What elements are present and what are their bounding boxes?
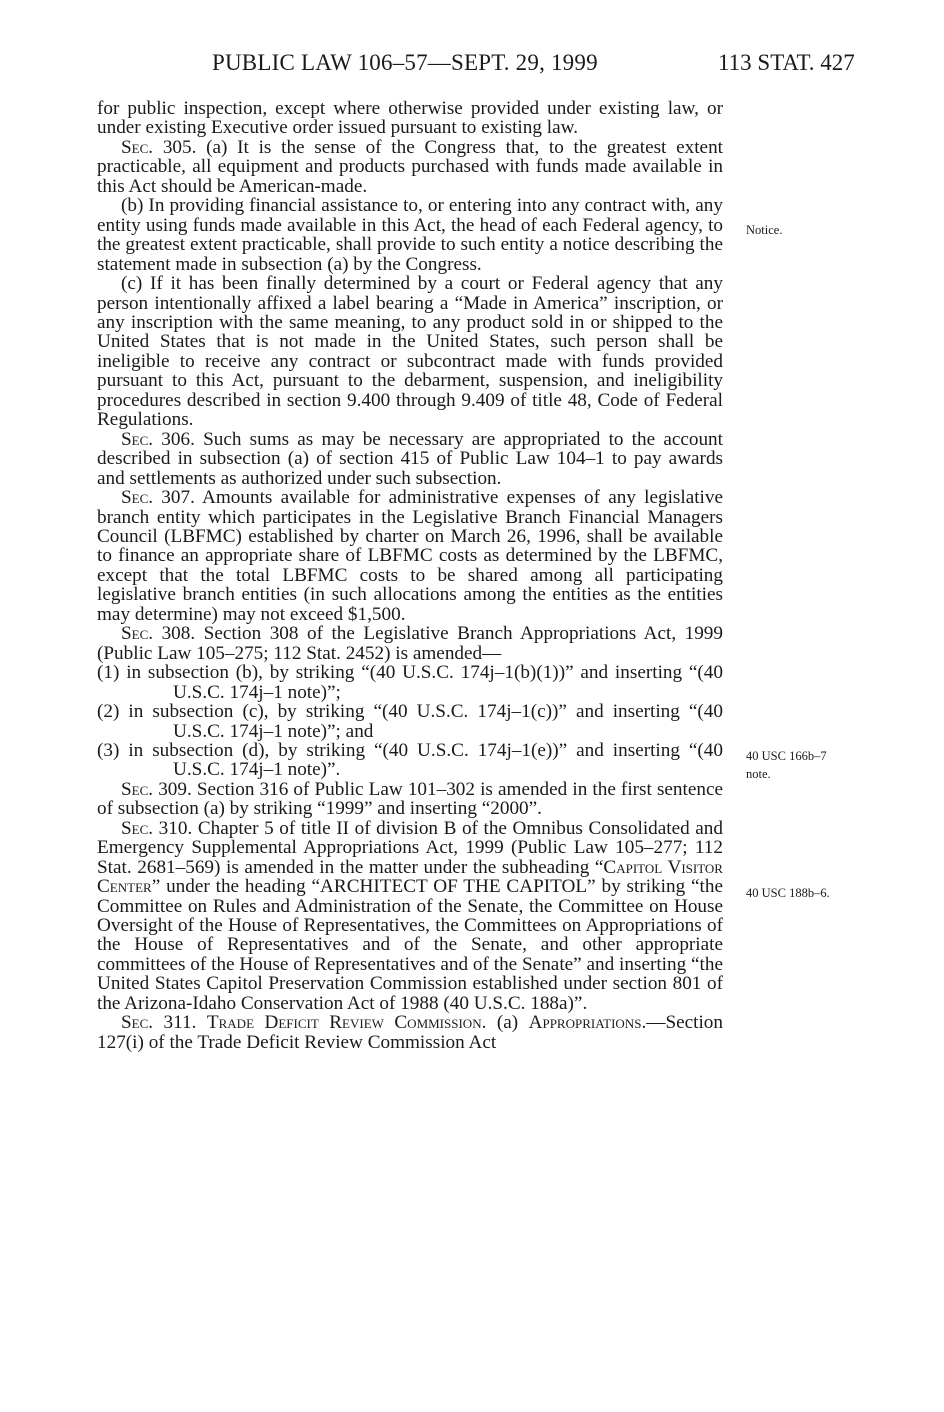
section-text: 305. (a) It is the sense of the Congress that, to the greatest extent practicable, all equipment and products purchased with funds made available in this Act should be American-made.: [97, 136, 723, 197]
section-305: [97, 138, 723, 196]
section-label: Sec.: [121, 1012, 154, 1034]
section-label: Sec.: [121, 136, 154, 158]
section-text: 308. Section 308 of the Legislative Branch Appropriations Act, 1999 (Public Law 105–275; 112 Stat. 2452) is amended—: [97, 623, 723, 664]
section-label: Sec.: [121, 817, 154, 839]
section-308-item-1: (1) in subsection (b), by striking “(40 U.S.C. 174j–1(b)(1))” and inserting “(40 U.S.C. 174j–1 note)”;: [97, 662, 723, 703]
section-label: Sec.: [121, 778, 154, 800]
section-305-b: (b) In providing financial assistance to, or entering into any contract with, any entity using funds made available in this Act, the head of each Federal agency, to the greatest extent practicable, shall provide to such entity a notice describing the statement made in subsection (a) by the Congress.: [97, 195, 723, 275]
section-308-item-2: (2) in subsection (c), by striking “(40 U.S.C. 174j–1(c))” and inserting “(40 U.S.C. 174j–1 note)”; and: [97, 701, 723, 742]
section-308-item-3: (3) in subsection (d), by striking “(40 U.S.C. 174j–1(e))” and inserting “(40 U.S.C. 174j–1 note)”.: [97, 739, 723, 781]
subsection-heading: Appropriations.: [528, 1012, 647, 1034]
subheading: Capitol Visitor Center: [97, 856, 723, 898]
section-306: [97, 430, 723, 488]
section-label: Sec.: [121, 487, 154, 509]
section-text: 310. Chapter 5 of title II of division B of the Omnibus Consolidated and Emergency Supplemental Appropriations Act, 1999 (Public Law 105–277; 112 Stat. 2681–569) is amended in the matter under the subheading “: [97, 817, 723, 878]
section-309: [97, 780, 723, 819]
section-number: 311.: [153, 1012, 207, 1034]
margin-note-usc-188b: 40 USC 188b–6.: [746, 886, 830, 900]
running-header-title: PUBLIC LAW 106–57—SEPT. 29, 1999: [212, 50, 598, 75]
section-label: Sec.: [121, 428, 154, 450]
section-text: 307. Amounts available for administrative expenses of any legislative branch entity which participates in the Legislative Branch Financial Managers Council (LBFMC) established by charter on March 26, 1996, shall be available to finance an appropriate share of LBFMC costs as determined by the LBFMC, except that the total LBFMC costs to be shared among all participating legislative branch entities (in such allocations among the entities as the entities may determine) may not exceed $1,500.: [97, 487, 723, 625]
section-310: [97, 819, 723, 1014]
section-text: ” under the heading “ARCHITECT OF THE CAPITOL” by striking “the Committee on Rules and Administration of the Senate, the Committee on House Oversight of the House of Representatives, the Committees on Appropriations of the House of Representatives and of the Senate, and other appropriate committees of the House of Representatives and of the Senate” and inserting “the United States Capitol Preservation Commission established under section 801 of the Arizona-Idaho Conservation Act of 1988 (40 U.S.C. 188a)”.: [97, 876, 723, 1014]
statute-page-number: 113 STAT. 427: [718, 50, 855, 75]
margin-note-usc-166b-line2: note.: [746, 767, 771, 781]
margin-note-notice: Notice.: [746, 223, 783, 237]
section-text: 309. Section 316 of Public Law 101–302 is amended in the first sentence of subsection (a) by striking “1999” and inserting “2000”.: [97, 778, 723, 820]
margin-note-usc-166b-line1: 40 USC 166b–7: [746, 749, 827, 763]
section-text: —Section 127(i) of the Trade Deficit Review Commission Act: [97, 1012, 723, 1053]
section-text: (a): [486, 1012, 529, 1034]
section-307: [97, 488, 723, 624]
section-311: [97, 1013, 723, 1052]
section-305-c: (c) If it has been finally determined by a court or Federal agency that any person intentionally affixed a label bearing a “Made in America” inscription, or any inscription with the same meaning, to any product sold in or shipped to the United States that is not made in the United States, such person shall be ineligible to receive any contract or subcontract made with funds provided pursuant to this Act, pursuant to the debarment, suspension, and ineligibility procedures described in section 9.400 through 9.409 of title 48, Code of Federal Regulations.: [97, 273, 723, 431]
section-label: Sec.: [121, 623, 154, 645]
statute-body: [97, 99, 723, 1052]
paragraph-continuation: for public inspection, except where otherwise provided under existing law, or under existing Executive order issued pursuant to existing law.: [97, 98, 723, 139]
section-text: 306. Such sums as may be necessary are appropriated to the account described in subsection (a) of section 415 of Public Law 104–1 to pay awards and settlements as authorized under such subsection.: [97, 428, 723, 489]
section-heading: Trade Deficit Review Commission.: [206, 1012, 487, 1034]
section-308: [97, 624, 723, 663]
